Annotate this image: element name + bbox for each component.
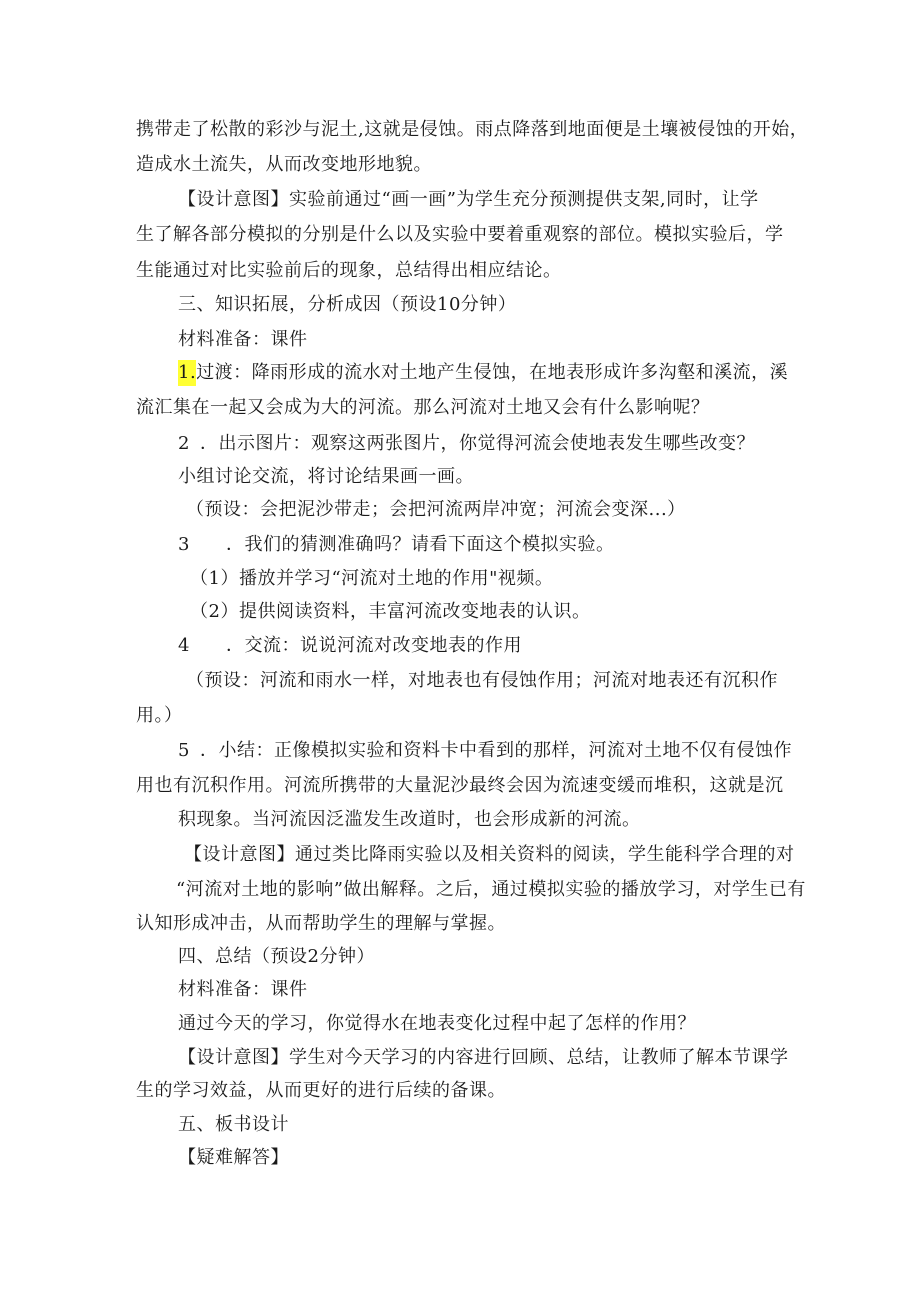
list-item	[178, 431, 755, 457]
list-number: 4	[178, 635, 190, 656]
list-item-text: ．小结：正像模拟实验和资料卡中看到的那样，河流对土地不仅有侵蚀作	[200, 740, 792, 761]
list-item-text: ．我们的猜测准确吗？请看下面这个模拟实验。	[226, 534, 615, 555]
list-item-text: ．交流：说说河流对改变地表的作用	[226, 635, 522, 656]
section-heading: 三、知识拓展，分析成因（预设10分钟）	[178, 294, 517, 315]
list-item-text: ．出示图片：观察这两张图片，你觉得河流会使地表发生哪些改变？	[200, 433, 755, 454]
text-line: （预设：河流和雨水一样，对地表也有侵蚀作用；河流对地表还有沉积作	[186, 670, 778, 691]
text-line: 造成水土流失，从而改变地形地貌。	[136, 154, 432, 175]
list-item	[178, 633, 522, 659]
text-line: 材料准备：课件	[178, 979, 308, 1000]
section-heading: 五、板书设计	[178, 1114, 289, 1135]
text-line: （2）提供阅读资料，丰富河流改变地表的认识。	[190, 601, 591, 622]
text-line: 【设计意图】通过类比降雨实验以及相关资料的阅读，学生能科学合理的对	[184, 844, 795, 865]
list-item	[178, 738, 792, 764]
text-line: 生了解各部分模拟的分别是什么以及实验中要着重观察的部位。模拟实验后，学	[136, 224, 784, 245]
text-line: 携带走了松散的彩沙与泥土,这就是侵蚀。雨点降落到地面便是土壤被侵蚀的开始，	[136, 119, 809, 140]
text-line: （预设：会把泥沙带走；会把河流两岸冲宽；河流会变深...）	[186, 499, 686, 520]
list-item	[178, 532, 615, 558]
list-item-text: 过渡：降雨形成的流水对土地产生侵蚀，在地表形成许多沟壑和溪流，溪	[196, 362, 789, 383]
list-number: 5	[178, 740, 190, 761]
text-line: 用也有沉积作用。河流所携带的大量泥沙最终会因为流速变缓而堆积，这就是沉	[136, 775, 784, 796]
list-number-highlighted: 1.	[178, 360, 196, 386]
text-line: 【设计意图】实验前通过“画一画”为学生充分预测提供支架,同时，让学	[178, 189, 759, 210]
text-line: 【设计意图】学生对今天学习的内容进行回顾、总结，让教师了解本节课学	[178, 1047, 789, 1068]
section-heading: 四、总结（预设2分钟）	[178, 946, 375, 967]
text-line: 积现象。当河流因泛滥发生改道时，也会形成新的河流。	[178, 809, 641, 830]
text-line: 生的学习效益，从而更好的进行后续的备课。	[136, 1080, 506, 1101]
text-line: 用。）	[136, 705, 183, 726]
text-line: 通过今天的学习，你觉得水在地表变化过程中起了怎样的作用？	[178, 1013, 696, 1034]
list-item	[178, 360, 788, 386]
text-line: “河流对土地的影响”做出解释。之后，通过模拟实验的播放学习，对学生已有	[176, 879, 806, 900]
text-line: 小组讨论交流，将讨论结果画一画。	[178, 466, 474, 487]
text-line: 材料准备：课件	[178, 329, 308, 350]
text-line: 认知形成冲击，从而帮助学生的理解与掌握。	[136, 913, 506, 934]
list-number: 3	[178, 534, 190, 555]
text-line: （1）播放并学习“河流对土地的作用"视频。	[190, 568, 554, 589]
text-line: 流汇集在一起又会成为大的河流。那么河流对土地又会有什么影响呢？	[136, 397, 710, 418]
section-heading: 【疑难解答】	[178, 1147, 289, 1168]
list-number: 2	[178, 433, 190, 454]
text-line: 生能通过对比实验前后的现象，总结得出相应结论。	[136, 260, 562, 281]
